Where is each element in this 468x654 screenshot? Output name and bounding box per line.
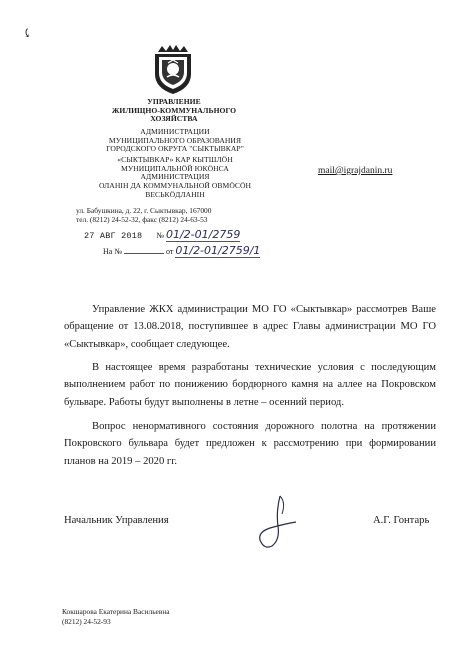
administration-name [70, 128, 280, 154]
sender-address [76, 207, 211, 224]
reference-from-label: от [165, 247, 174, 256]
reference-number: 01/2-01/2759/1 [175, 244, 261, 257]
signatory-name: А.Г. Гонтарь [373, 515, 430, 526]
handwritten-signature [250, 492, 310, 552]
body-paragraph-2: В настоящее время разработаны технические условия с последующим выполнением работ по понижению бордюрного камня на аллее на Покровском бульваре. Работы будут выполнены в летне – осенний период. [64, 362, 436, 408]
header-line: АДМИНИСТРАЦИИ [140, 127, 210, 136]
header-line: АДМИНИСТРАЦИЯ [140, 172, 210, 182]
header-line: ХОЗЯЙСТВА [150, 114, 198, 124]
corner-scan-mark: ⤹ [22, 26, 33, 40]
coat-of-arms-emblem [150, 42, 196, 96]
signatory-title: Начальник Управления [64, 515, 169, 526]
number-label: № [156, 231, 164, 240]
executor-name: Кокшарова Екатерина Васильевна [62, 607, 170, 616]
header-line: ОЛАНІН ДА КОММУНАЛЬНОЙ ОВМӦСӦН [98, 181, 252, 191]
komi-administration-name [60, 156, 290, 200]
header-line: МУНИЦИПАЛЬНОГО ОБРАЗОВАНИЯ [108, 135, 242, 145]
header-line: ЖИЛИЩНО-КОММУНАЛЬНОГО [111, 105, 237, 115]
address-line: тел. (8212) 24-52-32, факс (8212) 24-63-53 [76, 214, 208, 224]
header-line: ВЕСЬКӦДЛАНІН [145, 189, 205, 199]
reference-label: На № [103, 247, 122, 256]
executor-phone: (8212) 24-52-93 [62, 616, 111, 626]
recipient-email: mail@igrajdanin.ru [318, 166, 393, 176]
header-line: «СЫКТЫВКАР» КАР КЫТШЛӦН [117, 155, 233, 164]
body-paragraph-1: Управление ЖКХ администрации МО ГО «Сыктывкар» рассмотрев Ваше обращение от 13.08.2018, поступившее в адрес Главы администрации МО ГО «Сыктывкар», сообщает следующее. [64, 304, 436, 350]
outgoing-number: 01/2-01/2759 [165, 228, 241, 241]
department-name [93, 98, 255, 124]
reference-registration [103, 244, 260, 257]
header-line: УПРАВЛЕНИЕ [147, 97, 201, 106]
outgoing-registration [84, 228, 240, 241]
body-paragraph-3: Вопрос ненормативного состояния дорожного полотна на протяжении Покровского бульвара будет предложен к рассмотрению при формировании планов на 2019 – 2020 гг. [64, 421, 436, 467]
header-line: ГОРОДСКОГО ОКРУГА "СЫКТЫВКАР" [106, 144, 244, 154]
header-line: МУНИЦИПАЛЬНӦЙ ЮКӦНСА [121, 163, 229, 173]
address-line: ул. Бабушкина, д. 22, г. Сыктывкар, 167000 [76, 206, 212, 215]
date-stamp: 27 АВГ 2018 [84, 231, 143, 241]
executor-info [62, 607, 170, 626]
